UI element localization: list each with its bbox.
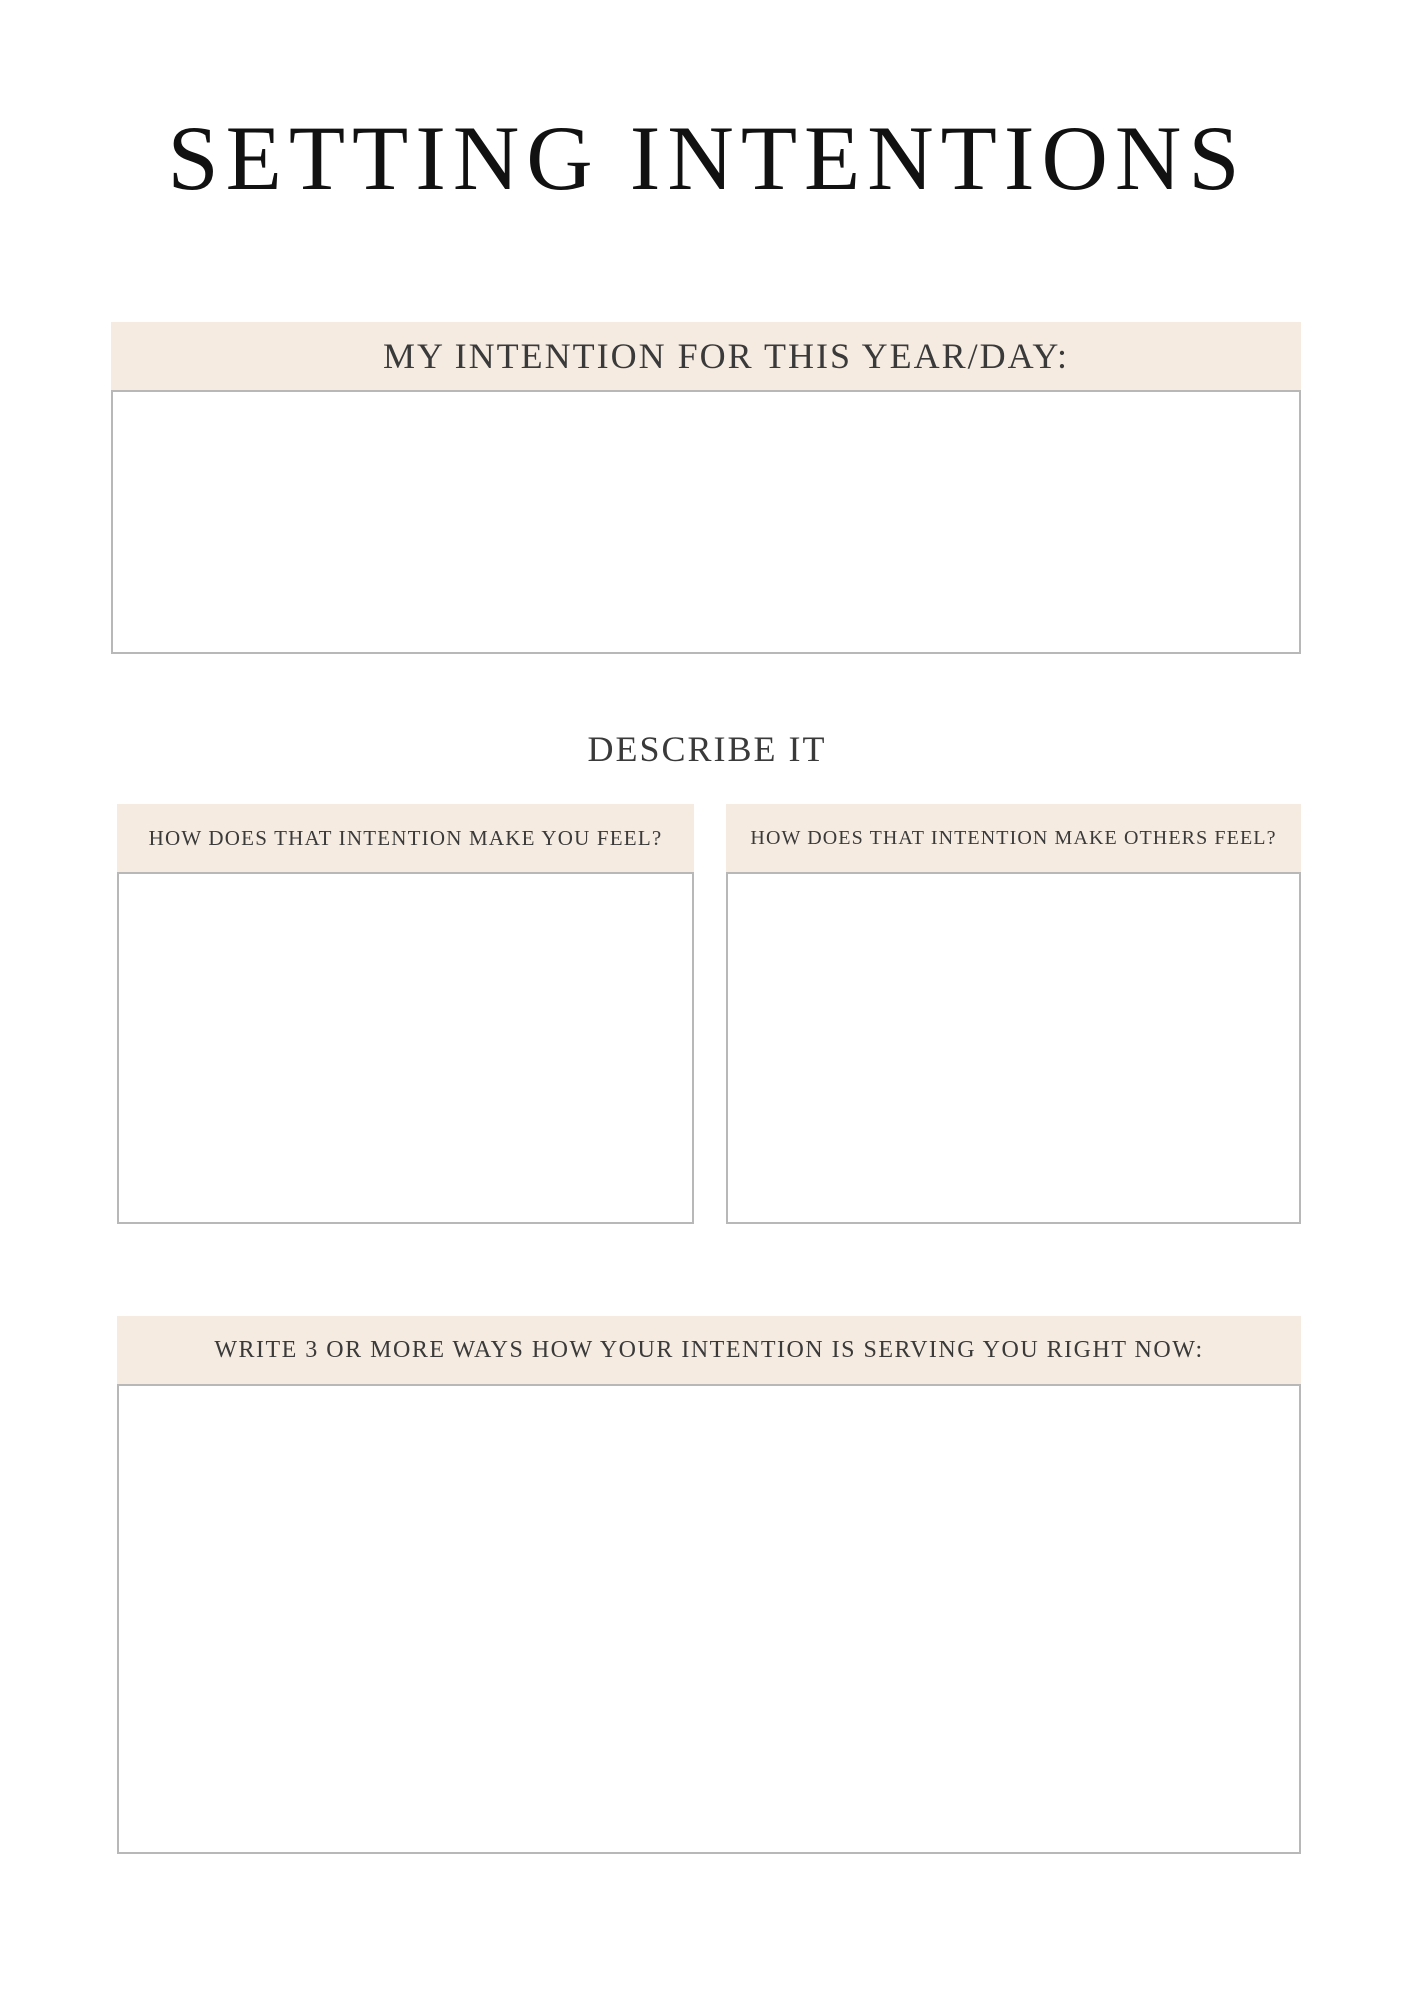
intention-label-band: [111, 322, 1301, 390]
feel-you-write-area[interactable]: [117, 872, 694, 1224]
feel-others-label-band: [726, 804, 1301, 872]
feel-others-label: HOW DOES THAT INTENTION MAKE OTHERS FEEL?: [750, 826, 1277, 849]
feel-you-label: HOW DOES THAT INTENTION MAKE YOU FEEL?: [148, 825, 663, 850]
intention-label: MY INTENTION FOR THIS YEAR/DAY:: [382, 336, 1070, 376]
serving-label: WRITE 3 OR MORE WAYS HOW YOUR INTENTION IS SERVING YOU RIGHT NOW:: [214, 1336, 1204, 1363]
feel-you-label-band: [117, 804, 694, 872]
page-title: SETTING INTENTIONS: [167, 107, 1247, 209]
intention-write-area[interactable]: [111, 390, 1301, 654]
feel-others-write-area[interactable]: [726, 872, 1301, 1224]
serving-label-band: [117, 1316, 1301, 1384]
serving-write-area[interactable]: [117, 1384, 1301, 1854]
describe-heading: DESCRIBE IT: [587, 729, 827, 769]
